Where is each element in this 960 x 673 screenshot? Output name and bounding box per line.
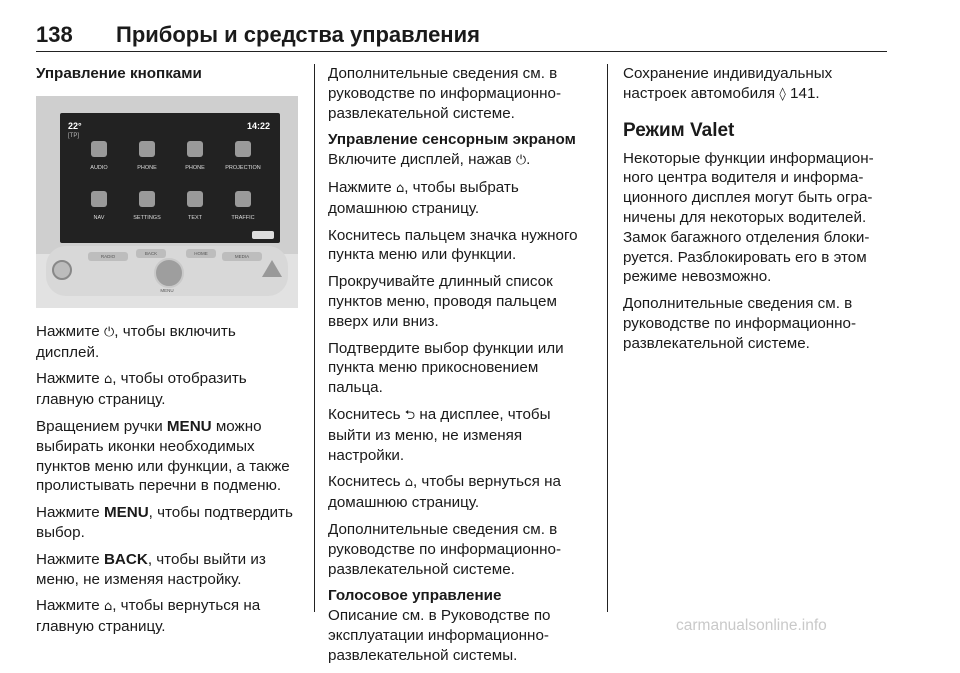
paragraph: Описание см. в Руководстве по эксплуатации информационно-развлекательной системы. — [328, 607, 551, 664]
power-knob — [52, 260, 72, 280]
traffic-icon — [235, 191, 251, 207]
projection-icon — [235, 141, 251, 157]
chapter-title: Приборы и средства управления — [116, 22, 480, 47]
app-phone-2: PHONE — [174, 141, 216, 179]
paragraph: Сохранение индивидуальных настроек автомобиля ◊ 141. — [623, 65, 833, 102]
screen-temperature: 22° — [68, 120, 82, 131]
app-settings: SETTINGS — [126, 191, 168, 229]
paragraph: Дополнительные сведения см. в руководстве по информационно-развлекательной системе. — [623, 295, 857, 352]
compass-icon — [91, 191, 107, 207]
paragraph: Дополнительные сведения см. в руководстве по информационно-развлекательной системе. — [328, 520, 562, 578]
infotainment-photo — [36, 96, 298, 308]
paragraph: Коснитесь пальцем значка нужного пункта меню или функции. — [328, 226, 578, 264]
phone-icon — [139, 141, 155, 157]
paragraph: Коснитесь ⌂, чтобы вернуться на домашнюю страницу. — [328, 473, 561, 512]
screen-subtitle: [TP] — [68, 132, 80, 139]
power-icon: ⏻ — [103, 324, 115, 340]
paragraph: Дополнительные сведения см. в руководстве по информационно-развлекательной системе. — [328, 65, 562, 122]
display-screen — [60, 113, 280, 243]
column-1 — [36, 64, 298, 644]
home-icon: ⌂ — [395, 180, 405, 196]
section-heading-buttons: Управление кнопками — [36, 65, 202, 82]
watermark: carmanualsonline.info — [676, 617, 827, 634]
panel-button-radio: RADIO — [88, 252, 128, 261]
back-arrow-icon: ⮌ — [404, 407, 416, 423]
app-audio: AUDIO — [78, 141, 120, 179]
power-icon: ⏻ — [515, 153, 527, 169]
section-heading-touchscreen: Управление сенсорным экраном — [328, 131, 576, 149]
hazard-icon — [262, 260, 282, 277]
paragraph: Включите дисплей, нажав ⏻. — [328, 151, 531, 169]
column-3 — [623, 64, 891, 361]
paragraph: Вращением ручки MENU можно выбирать иконки необходимых пунктов меню или функции, а также пролистывать перечни в подменю. — [36, 417, 290, 495]
paragraph: Нажмите ⏻, чтобы включить дисплей. — [36, 322, 236, 361]
app-text: TEXT — [174, 191, 216, 229]
paragraph: Нажмите BACK, чтобы выйти из меню, не изменяя настройку. — [36, 550, 266, 588]
control-panel — [46, 246, 288, 296]
page-header — [36, 22, 887, 50]
paragraph: Коснитесь ⮌ на дисплее, чтобы выйти из меню, не изменяя настройки. — [328, 405, 551, 464]
panel-button-back: BACK — [136, 249, 166, 258]
home-icon: ⌂ — [103, 599, 113, 615]
paragraph: Подтвердите выбор функции или пункта меню прикосновением пальца. — [328, 339, 564, 397]
paragraph: Нажмите MENU, чтобы подтвердить выбор. — [36, 504, 293, 541]
panel-button-media: MEDIA — [222, 252, 262, 261]
column-2 — [328, 64, 594, 673]
screen-time: 14:22 — [246, 120, 270, 131]
panel-button-home: HOME — [186, 249, 216, 258]
screen-home-tab — [252, 231, 274, 239]
app-traffic: TRAFFIC — [222, 191, 264, 229]
column-divider — [607, 64, 608, 612]
music-icon — [91, 141, 107, 157]
page-number: 138 — [36, 22, 73, 47]
phone-icon — [187, 141, 203, 157]
paragraph: Прокручивайте длинный список пунктов меню, проводя пальцем вверх или вниз. — [328, 273, 557, 330]
gear-icon — [139, 191, 155, 207]
section-heading-voice: Голосовое управление — [328, 587, 502, 605]
menu-knob-label: MENU — [160, 287, 174, 293]
paragraph: Нажмите ⌂, чтобы выбрать домашнюю страницу. — [328, 178, 519, 217]
text-icon — [187, 191, 203, 207]
home-icon: ⌂ — [103, 372, 113, 388]
menu-knob — [154, 258, 184, 288]
app-phone: PHONE — [126, 141, 168, 179]
header-rule — [36, 51, 887, 52]
paragraph: Нажмите ⌂, чтобы вернуться на главную страницу. — [36, 597, 261, 636]
page-ref-icon: ◊ — [779, 86, 786, 102]
home-icon: ⌂ — [404, 475, 413, 491]
app-nav: NAV — [78, 191, 120, 229]
column-divider — [314, 64, 315, 612]
paragraph: Некоторые функции информационного центра водителя и информационного дисплея могут быть ограничены для некоторых водителей. Замок багажного отделения блокируется. Разблокировать его в этом режиме невозможно. — [623, 149, 874, 286]
section-heading-valet: Режим Valet — [623, 119, 735, 141]
paragraph: Нажмите ⌂, чтобы отобразить главную страницу. — [36, 370, 247, 409]
app-projection: PROJECTION — [222, 141, 264, 179]
